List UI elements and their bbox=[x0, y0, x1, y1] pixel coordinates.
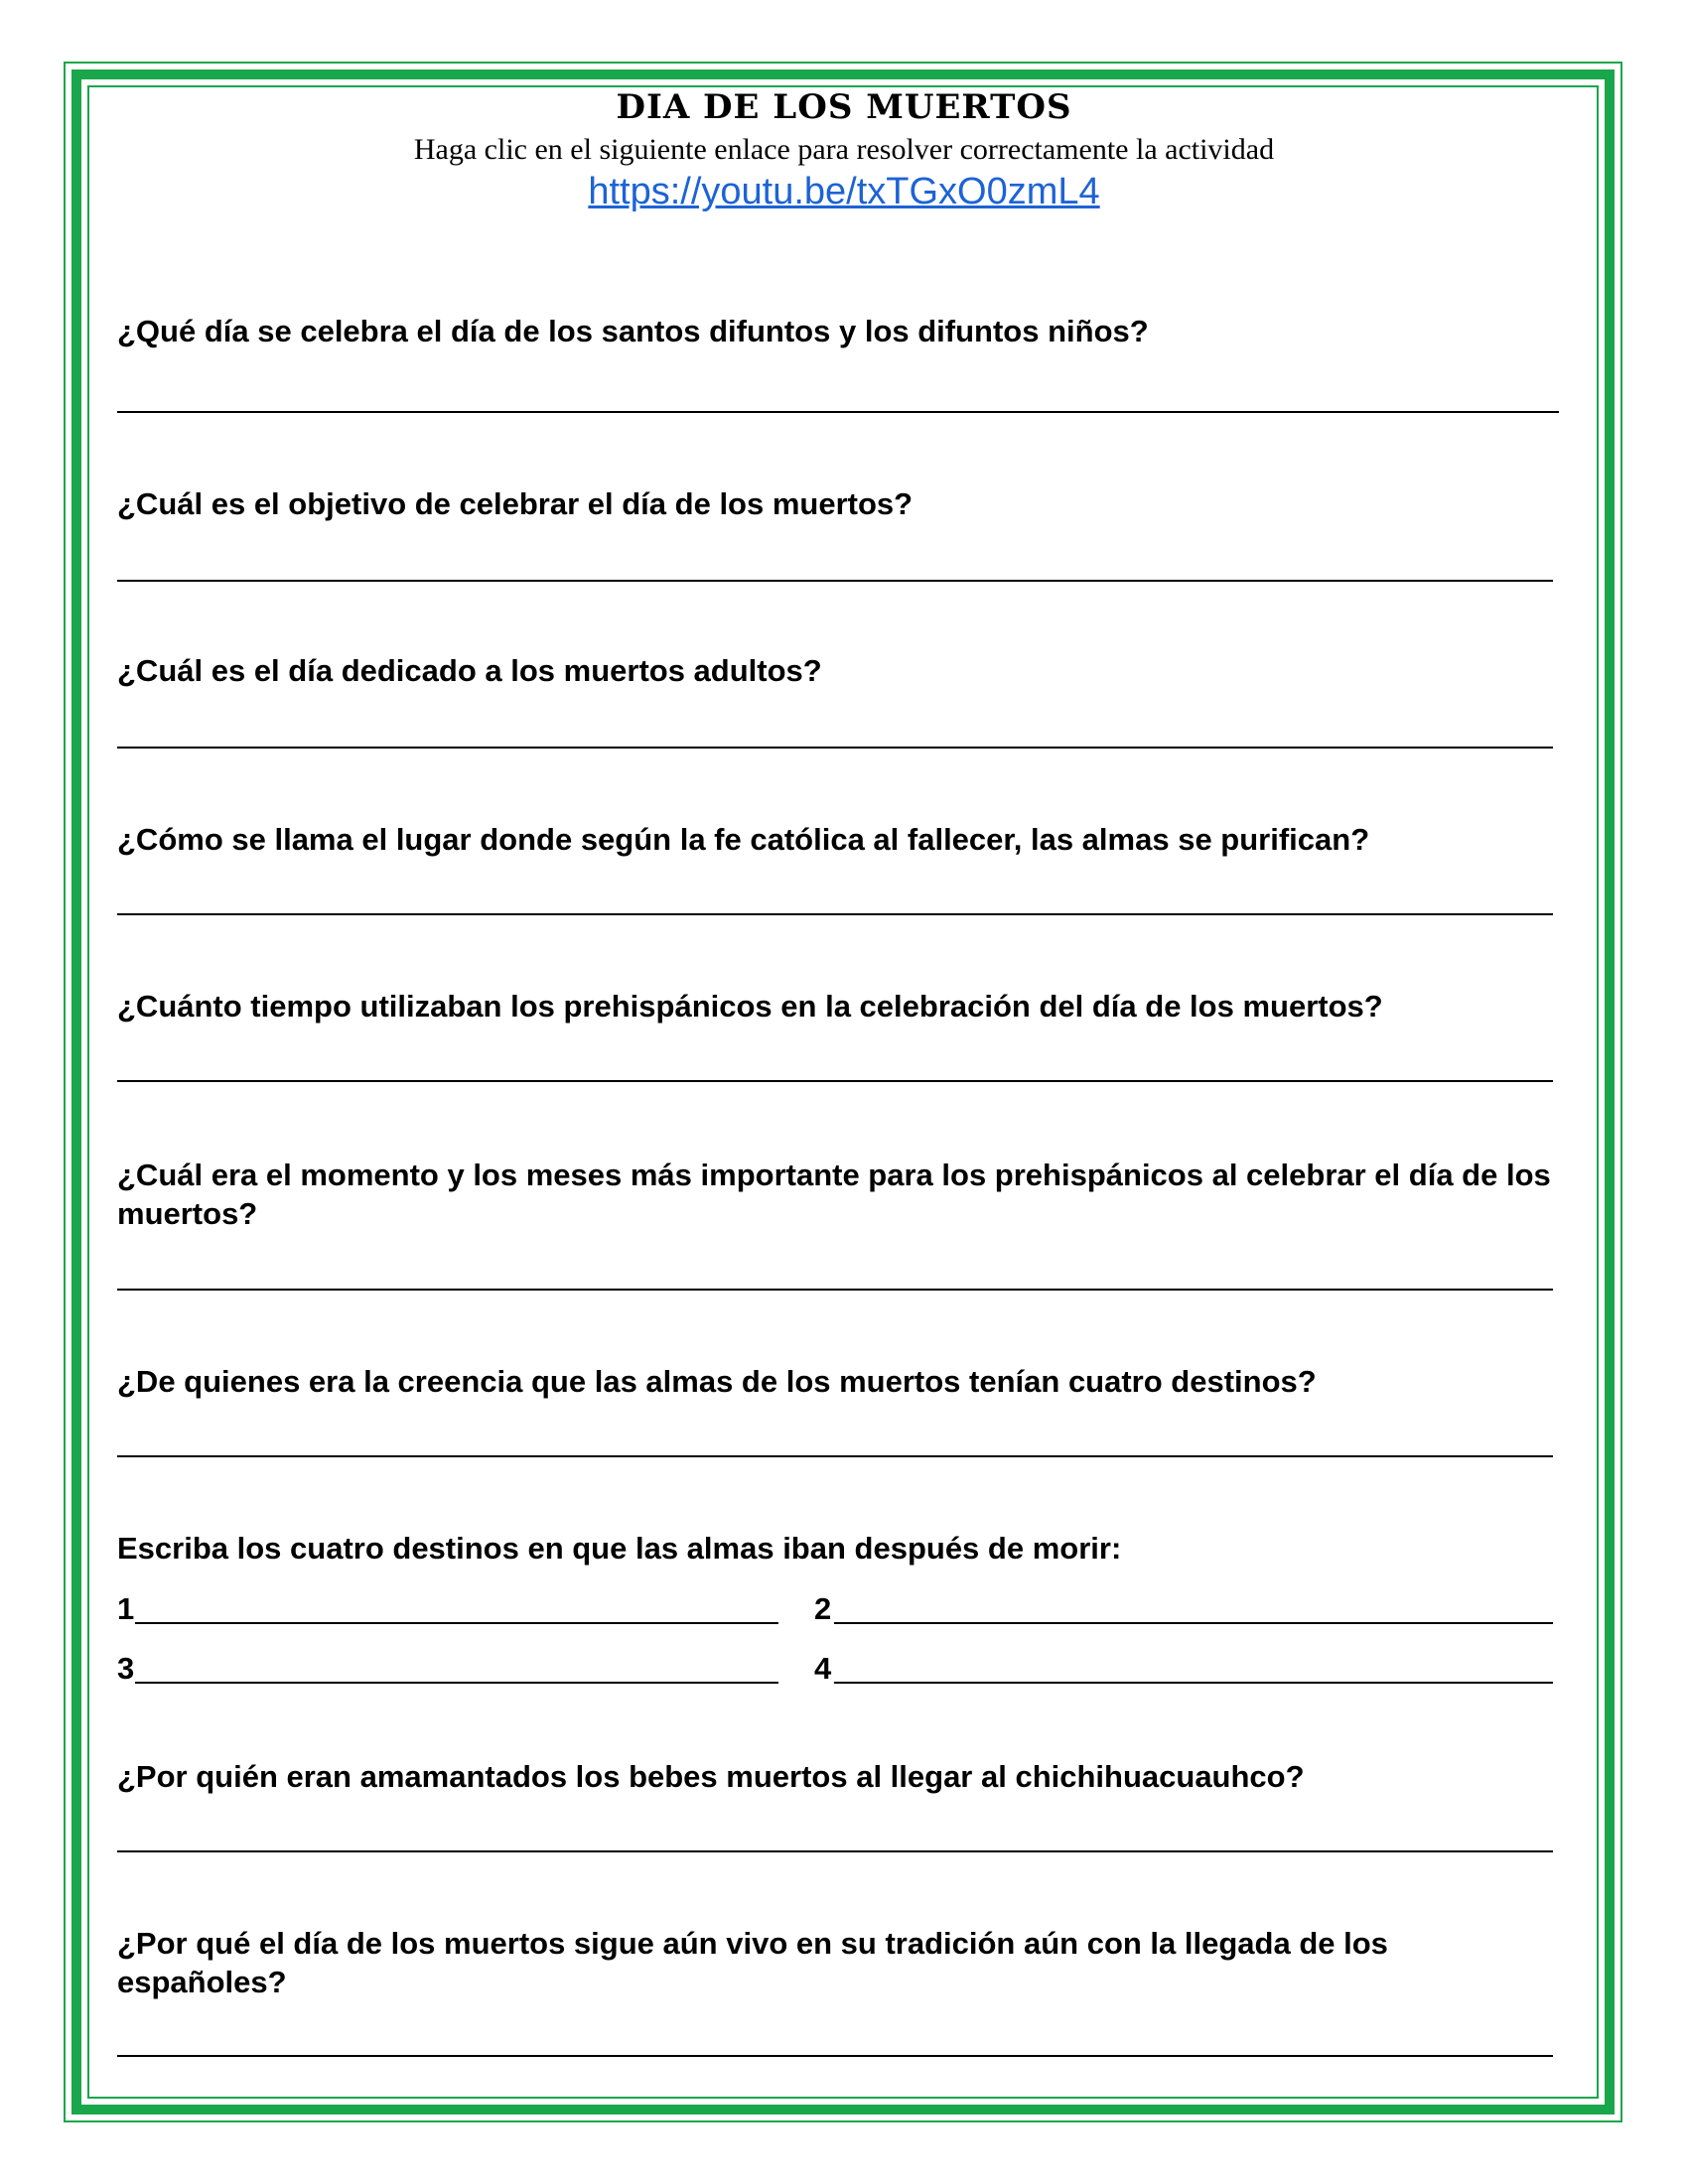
answer-line-7[interactable] bbox=[117, 1455, 1553, 1457]
destination-1-number: 1 bbox=[117, 1591, 135, 1626]
question-3: ¿Cuál es el día dedicado a los muertos adultos? bbox=[117, 653, 822, 688]
question-6: ¿Cuál era el momento y los meses más importante para los prehispánicos al celebrar el día de los muertos? bbox=[117, 1158, 1551, 1231]
question-10: ¿Por qué el día de los muertos sigue aún vivo en su tradición aún con la llegada de los españoles? bbox=[117, 1926, 1388, 1999]
question-4: ¿Cómo se llama el lugar donde según la fe católica al fallecer, las almas se purifican? bbox=[117, 822, 1370, 857]
question-1: ¿Qué día se celebra el día de los santos difuntos y los difuntos niños? bbox=[117, 314, 1149, 348]
answer-line-5[interactable] bbox=[117, 1080, 1553, 1082]
answer-line-10[interactable] bbox=[117, 2055, 1553, 2057]
answer-line-3[interactable] bbox=[117, 747, 1553, 749]
destination-4-line[interactable] bbox=[834, 1682, 1553, 1684]
destination-4-number: 4 bbox=[814, 1651, 832, 1686]
answer-line-2[interactable] bbox=[117, 580, 1553, 582]
answer-line-6[interactable] bbox=[117, 1289, 1553, 1291]
question-8: Escriba los cuatro destinos en que las almas iban después de morir: bbox=[117, 1531, 1122, 1566]
answer-line-4[interactable] bbox=[117, 913, 1553, 915]
answer-line-1[interactable] bbox=[117, 411, 1559, 413]
destination-3-line[interactable] bbox=[135, 1682, 778, 1684]
video-link[interactable]: https://youtu.be/txTGxO0zmL4 bbox=[588, 171, 1100, 212]
instructions: Haga clic en el siguiente enlace para resolver correctamente la actividad bbox=[413, 133, 1275, 166]
question-7: ¿De quienes era la creencia que las almas de los muertos tenían cuatro destinos? bbox=[117, 1364, 1317, 1399]
destination-1-line[interactable] bbox=[135, 1622, 778, 1624]
page-title: DIA DE LOS MUERTOS bbox=[616, 87, 1072, 127]
question-9: ¿Por quién eran amamantados los bebes muertos al llegar al chichihuacuauhco? bbox=[117, 1759, 1305, 1794]
destination-2-number: 2 bbox=[814, 1591, 832, 1626]
destination-2-line[interactable] bbox=[834, 1622, 1553, 1624]
destination-3-number: 3 bbox=[117, 1651, 135, 1686]
answer-line-9[interactable] bbox=[117, 1850, 1553, 1852]
question-2: ¿Cuál es el objetivo de celebrar el día de los muertos? bbox=[117, 486, 914, 521]
question-5: ¿Cuánto tiempo utilizaban los prehispánicos en la celebración del día de los muertos? bbox=[117, 989, 1383, 1024]
video-link-container bbox=[0, 171, 1688, 213]
